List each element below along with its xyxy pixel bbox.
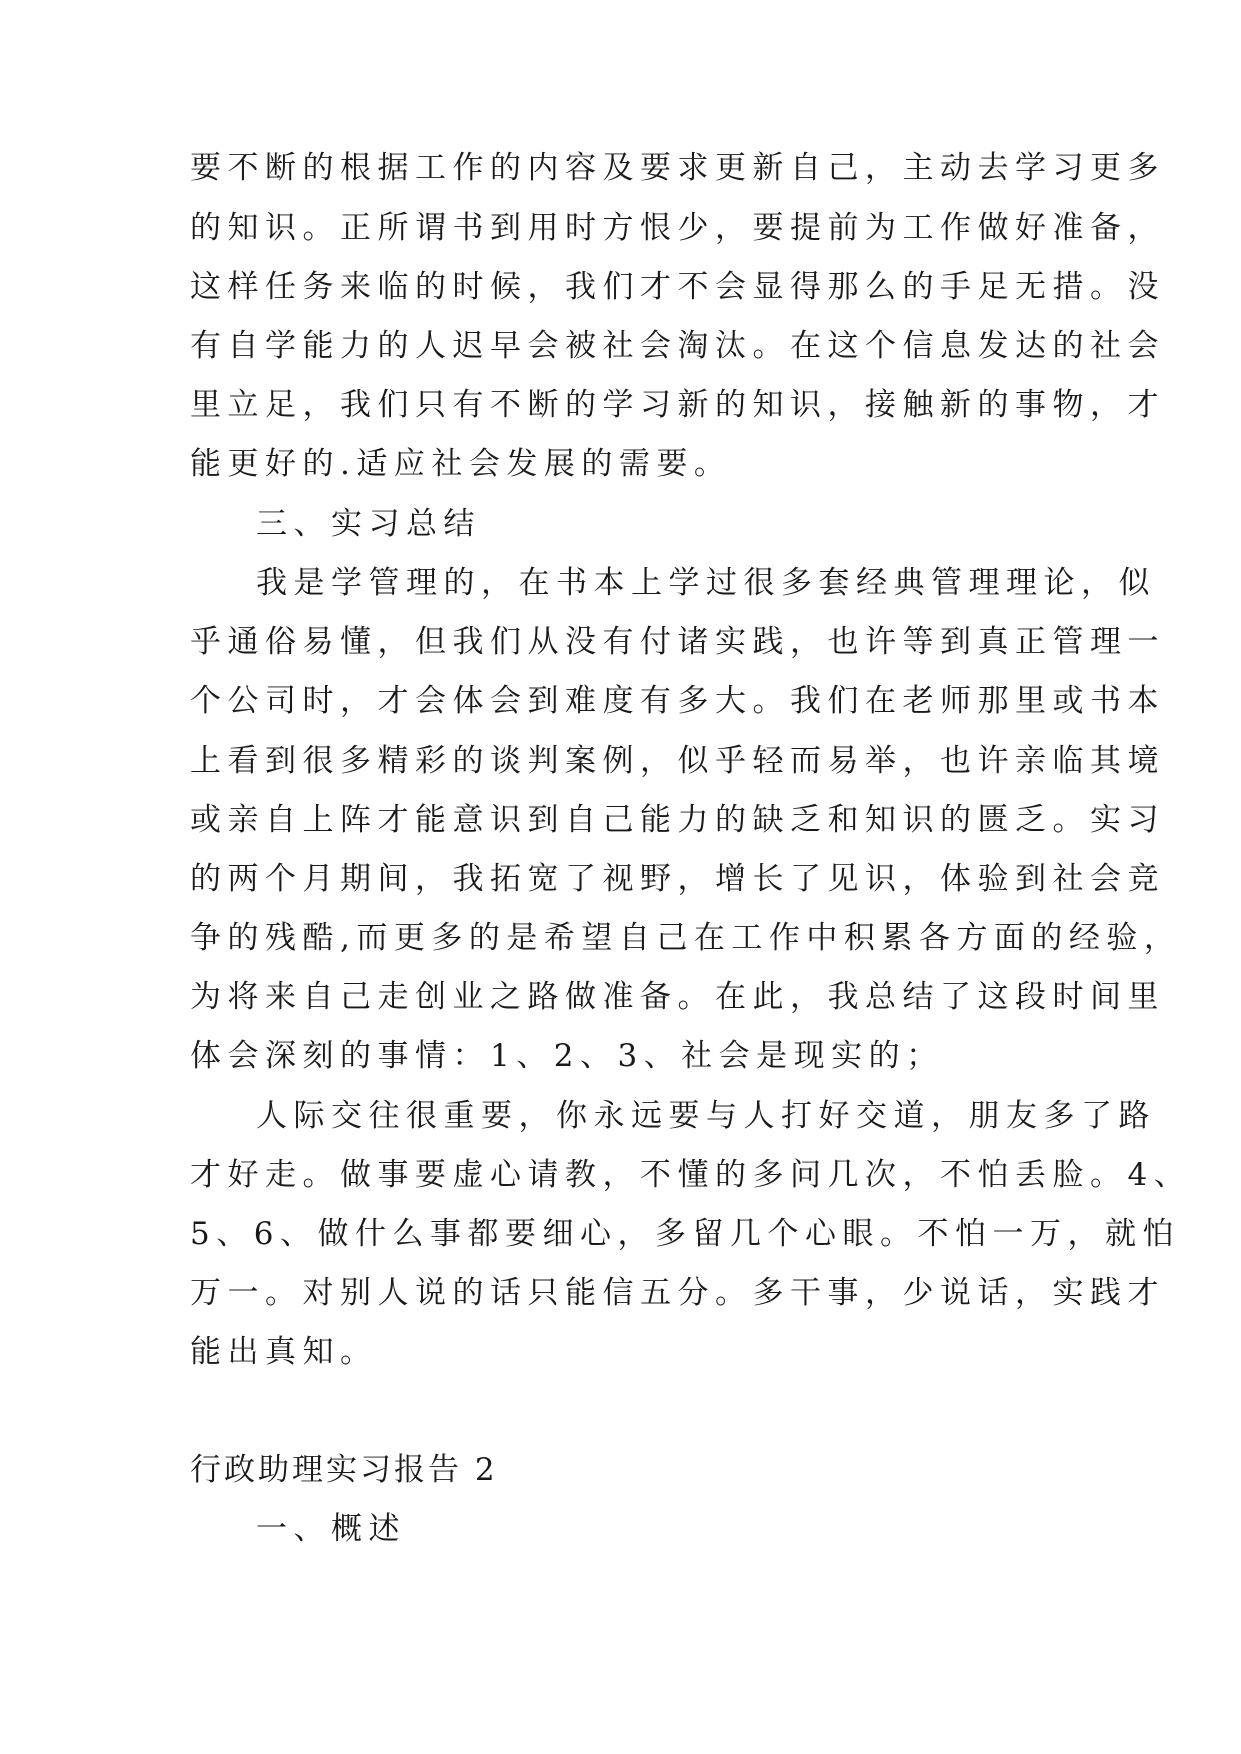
- paragraph-line: 有自学能力的人迟早会被社会淘汰。在这个信息发达的社会: [190, 328, 1165, 364]
- paragraph-line: 乎通俗易懂，但我们从没有付诸实践，也许等到真正管理一: [190, 624, 1165, 660]
- paragraph-line: 的知识。正所谓书到用时方恨少，要提前为工作做好准备，: [190, 210, 1165, 246]
- paragraph-line: 能出真知。: [190, 1334, 378, 1370]
- paragraph-line: 这样任务来临的时候，我们才不会显得那么的手足无措。没: [190, 269, 1165, 305]
- paragraph-line: 或亲自上阵才能意识到自己能力的缺乏和知识的匮乏。实习: [190, 802, 1165, 838]
- paragraph-line: 人际交往很重要，你永远要与人打好交道，朋友多了路: [256, 1098, 1156, 1134]
- paragraph-line: 为将来自己走创业之路做准备。在此，我总结了这段时间里: [190, 979, 1165, 1015]
- section-heading: 一、概述: [256, 1511, 406, 1547]
- report-title: 行政助理实习报告 2: [190, 1452, 498, 1488]
- paragraph-line: 我是学管理的，在书本上学过很多套经典管理理论，似: [256, 565, 1156, 601]
- paragraph-line: 上看到很多精彩的谈判案例，似乎轻而易举，也许亲临其境: [190, 743, 1165, 779]
- paragraph-line: 里立足，我们只有不断的学习新的知识，接触新的事物，才: [190, 387, 1165, 423]
- paragraph-line: 能更好的.适应社会发展的需要。: [190, 446, 732, 482]
- paragraph-line: 个公司时，才会体会到难度有多大。我们在老师那里或书本: [190, 683, 1165, 719]
- paragraph-line: 才好走。做事要虚心请教，不懂的多问几次，不怕丢脸。4、: [190, 1157, 1192, 1193]
- paragraph-line: 的两个月期间，我拓宽了视野，增长了见识，体验到社会竞: [190, 861, 1165, 897]
- paragraph-line: 争的残酷,而更多的是希望自己在工作中积累各方面的经验，: [190, 920, 1182, 956]
- paragraph-line: 要不断的根据工作的内容及要求更新自己，主动去学习更多: [190, 150, 1165, 186]
- section-heading: 三、实习总结: [256, 506, 481, 542]
- paragraph-line: 体会深刻的事情：1、2、3、社会是现实的；: [190, 1038, 944, 1074]
- paragraph-line: 万一。对别人说的话只能信五分。多干事，少说话，实践才: [190, 1275, 1165, 1311]
- paragraph-line: 5、6、做什么事都要细心，多留几个心眼。不怕一万，就怕: [190, 1216, 1180, 1252]
